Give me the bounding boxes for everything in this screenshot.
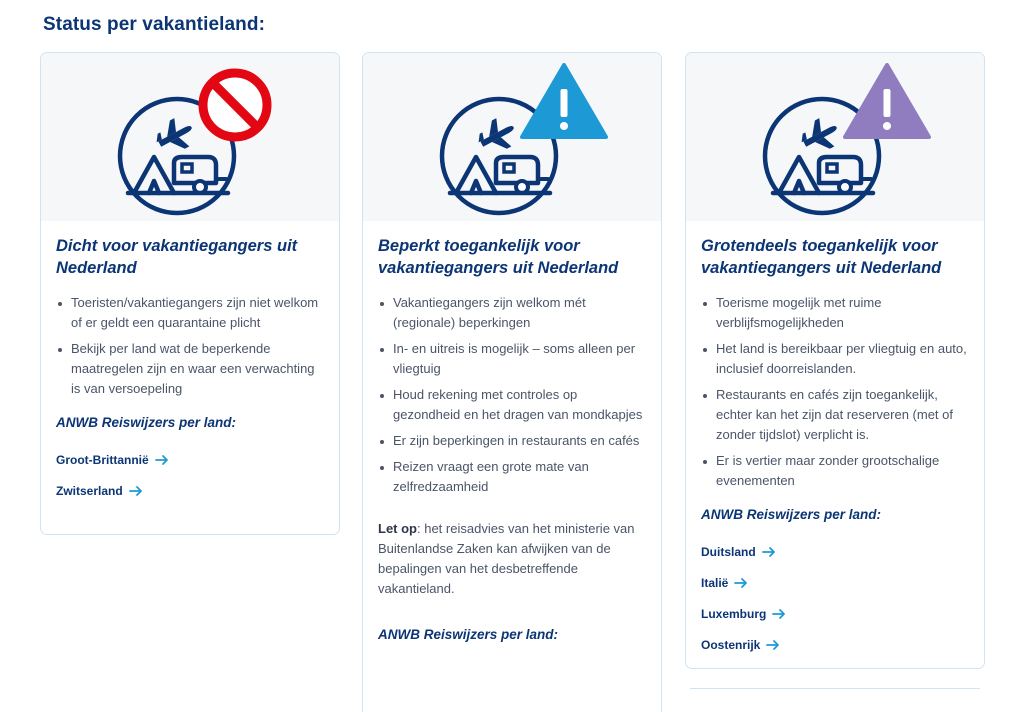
arrow-right-icon [734,577,748,589]
arrow-right-icon [772,608,786,620]
arrow-right-icon [766,639,780,651]
status-card-mostly-open [685,52,985,669]
guide-heading: ANWB Reiswijzers per land: [378,627,559,642]
country-link-label: Groot-Brittannië [56,452,149,467]
list-item: Bekijk per land wat de beperkende maatregelen zijn en waar een verwachting is van versoepeling [56,339,323,399]
arrow-right-icon [762,546,776,558]
country-link-luxemburg[interactable] [701,598,968,629]
page-title: Status per vakantieland: [43,14,266,35]
list-item: Er is vertier maar zonder grootschalige evenementen [701,451,968,491]
list-item: Het land is bereikbaar per vliegtuig en auto, inclusief doorreislanden. [701,339,968,379]
card-illustration [41,53,339,221]
list-item: Er zijn beperkingen in restaurants en cafés [378,431,645,451]
status-card-closed [40,52,340,535]
list-item: Reizen vraagt een grote mate van zelfredzaamheid [378,457,645,497]
country-links [701,536,968,660]
country-link-label: Zwitserland [56,483,123,498]
arrow-right-icon [129,485,143,497]
list-item: Toeristen/vakantiegangers zijn niet welkom of er geldt een quarantaine plicht [56,293,323,333]
country-link-groot-brittannie[interactable] [56,444,323,475]
country-link-label: Luxemburg [701,606,767,621]
card-title: Dicht voor vakantiegangers uit Nederland [56,237,298,277]
list-item: Restaurants en cafés zijn toegankelijk, echter kan het zijn dat reserveren (met of zonder tijdslot) verplicht is. [701,385,968,445]
list-item: Houd rekening met controles op gezondheid en het dragen van mondkapjes [378,385,645,425]
country-link-oostenrijk[interactable] [701,629,968,660]
guide-heading: ANWB Reiswijzers per land: [56,415,237,430]
criteria-list [56,293,323,399]
country-links [56,444,323,506]
list-item: In- en uitreis is mogelijk – soms alleen per vliegtuig [378,339,645,379]
card-illustration [686,53,984,221]
criteria-list [378,293,645,497]
guide-heading: ANWB Reiswijzers per land: [701,507,882,522]
country-link-duitsland[interactable] [701,536,968,567]
country-link-label: Duitsland [701,544,756,559]
no-entry-icon [197,63,277,143]
country-link-zwitserland[interactable] [56,475,323,506]
note-label: Let op [378,521,417,536]
card-title: Grotendeels toegankelijk voor vakantiegangers uit Nederland [701,237,942,277]
list-item: Toerisme mogelijk met ruime verblijfsmogelijkheden [701,293,968,333]
travel-advice-note [378,519,645,599]
country-link-italie[interactable] [701,567,968,598]
next-card-edge [690,688,980,692]
card-illustration [363,53,661,221]
warning-triangle-icon [842,63,932,143]
criteria-list [701,293,968,491]
note-text: : het reisadvies van het ministerie van Buitenlandse Zaken kan afwijken van de bepalingen van het desbetreffende vakantieland. [378,521,635,596]
arrow-right-icon [155,454,169,466]
list-item: Vakantiegangers zijn welkom mét (regionale) beperkingen [378,293,645,333]
country-link-label: Oostenrijk [701,637,761,652]
warning-triangle-icon [519,63,609,143]
status-card-limited [362,52,662,712]
country-link-label: Italië [701,575,729,590]
card-title: Beperkt toegankelijk voor vakantiegangers uit Nederland [378,237,619,277]
